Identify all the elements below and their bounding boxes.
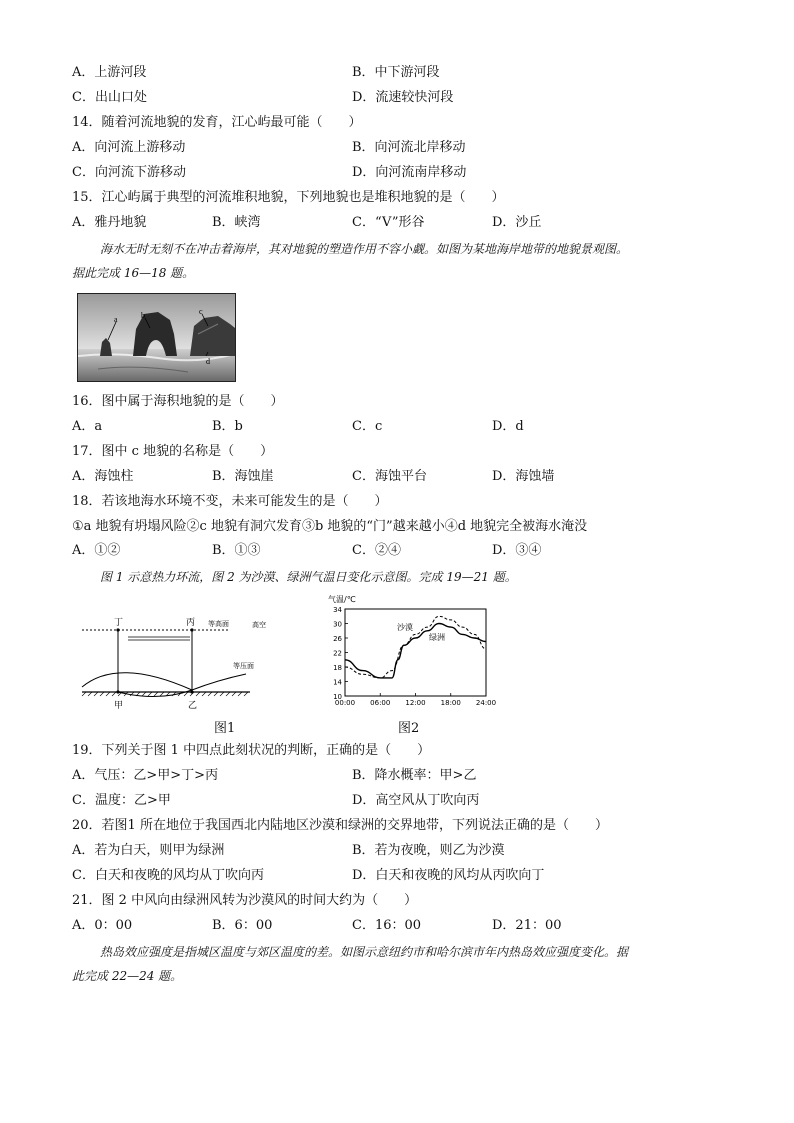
- fig1-label-isobaric: 等压面: [233, 662, 254, 670]
- fig2-ylabel: 气温/℃: [328, 595, 356, 604]
- q15-option-a: A．雅丹地貌: [72, 215, 147, 230]
- q18-stem: 18．若该地海水环境不变，未来可能发生的是（ ）: [72, 494, 388, 509]
- fig2-ytick-label: 10: [333, 693, 342, 701]
- photo-label-b: b: [141, 311, 145, 320]
- intro-16-18-line1: 海水无时无刻不在冲击着海岸，其对地貌的塑造作用不容小觑。如图为某地海岸地带的地貌景观图。: [100, 242, 629, 256]
- q20-option-b: B．若为夜晚，则乙为沙漠: [352, 843, 505, 858]
- fig1-label-bing: 丙: [186, 618, 196, 628]
- q21-option-a: A．0：00: [72, 918, 133, 933]
- q16-option-a: A．a: [72, 419, 103, 434]
- fig2-ytick-label: 26: [333, 635, 342, 643]
- q18-statements: ①a 地貌有坍塌风险②c 地貌有洞穴发育③b 地貌的“门”越来越小④d 地貌完全被海水淹没: [72, 519, 588, 534]
- q14-stem: 14．随着河流地貌的发育，江心屿最可能（ ）: [72, 115, 362, 130]
- fig2-xtick-label: 18:00: [440, 699, 461, 707]
- fig2-ytick-label: 14: [333, 678, 342, 687]
- fig2-series-label-desert: 沙漠: [397, 623, 413, 632]
- q15-stem: 15．江心屿属于典型的河流堆积地貌，下列地貌也是堆积地貌的是（ ）: [72, 190, 505, 205]
- q19-stem: 19．下列关于图 1 中四点此刻状况的判断，正确的是（ ）: [72, 743, 431, 758]
- q17-option-c: C．海蚀平台: [352, 469, 427, 484]
- fig2-plot-frame: [345, 609, 486, 696]
- fig2-series-label-oasis: 绿洲: [429, 633, 445, 642]
- intro-19-21: 图 1 示意热力环流，图 2 为沙漠、绿洲气温日变化示意图。完成 19—21 题。: [100, 570, 517, 584]
- q18-option-b: B．①③: [212, 543, 261, 558]
- fig1-label-high: 高空: [252, 621, 266, 629]
- q20-option-a: A．若为白天，则甲为绿洲: [72, 843, 225, 858]
- photo-label-d: d: [206, 357, 210, 366]
- q13-option-a: A．上游河段: [72, 65, 147, 80]
- coastal-landform-photo: [77, 293, 236, 382]
- fig1-label-isobaric-high: 等高面: [208, 620, 229, 628]
- fig2-xtick-label: 12:00: [405, 699, 426, 707]
- q20-option-c: C．白天和夜晚的风均从丁吹向丙: [72, 868, 264, 883]
- q14-option-a: A．向河流上游移动: [72, 140, 186, 155]
- coastal-photo-drawing: [78, 294, 235, 381]
- figure-2-temperature-chart: [325, 592, 500, 714]
- q20-option-d: D．白天和夜晚的风均从丙吹向丁: [352, 868, 545, 883]
- fig1-label-yi: 乙: [188, 701, 198, 711]
- intro-22-24-line2: 此完成 22—24 题。: [72, 969, 183, 983]
- q20-stem: 20．若图1 所在地位于我国西北内陆地区沙漠和绿洲的交界地带，下列说法正确的是（ ）: [72, 818, 608, 833]
- q19-option-b: B．降水概率：甲>乙: [352, 768, 477, 783]
- intro-22-24-line1: 热岛效应强度是指城区温度与郊区温度的差。如图示意纽约市和哈尔滨市年内热岛效应强度变化。据: [100, 945, 629, 959]
- q19-option-d: D．高空风从丁吹向丙: [352, 793, 480, 808]
- q16-option-c: C．c: [352, 419, 383, 434]
- figure-1-caption: 图1: [214, 721, 236, 736]
- fig2-xtick-label: 06:00: [370, 699, 391, 707]
- q17-stem: 17．图中 c 地貌的名称是（ ）: [72, 444, 274, 459]
- fig2-xtick-label: 24:00: [475, 699, 497, 707]
- q13-option-b: B．中下游河段: [352, 65, 440, 80]
- q15-option-c: C．“V”形谷: [352, 215, 425, 230]
- fig2-ytick-label: 34: [333, 606, 342, 614]
- fig2-ytick-label: 18: [333, 664, 342, 672]
- fig2-xtick-label: 00:00: [334, 699, 356, 707]
- q14-option-b: B．向河流北岸移动: [352, 140, 466, 155]
- q16-option-b: B．b: [212, 419, 243, 434]
- q13-option-c: C．出山口处: [72, 90, 147, 105]
- q19-option-c: C．温度：乙>甲: [72, 793, 171, 808]
- intro-16-18-line2: 据此完成 16—18 题。: [72, 266, 195, 280]
- q17-option-b: B．海蚀崖: [212, 469, 274, 484]
- q15-option-b: B．峡湾: [212, 215, 261, 230]
- photo-label-a: a: [114, 315, 118, 324]
- q21-stem: 21．图 2 中风向由绿洲风转为沙漠风的时间大约为（ ）: [72, 893, 418, 908]
- q21-option-b: B．6：00: [212, 918, 273, 933]
- q17-option-d: D．海蚀墙: [492, 469, 555, 484]
- q14-option-d: D．向河流南岸移动: [352, 165, 467, 180]
- fig2-series-line-desert: [345, 616, 486, 678]
- q15-option-d: D．沙丘: [492, 215, 542, 230]
- q19-option-a: A．气压：乙>甲>丁>丙: [72, 768, 219, 783]
- fig2-series-line-oasis: [345, 624, 486, 678]
- q16-stem: 16．图中属于海积地貌的是（ ）: [72, 394, 284, 409]
- q21-option-c: C．16：00: [352, 918, 422, 933]
- q21-option-d: D．21：00: [492, 918, 562, 933]
- q18-option-c: C．②④: [352, 543, 401, 558]
- q17-option-a: A．海蚀柱: [72, 469, 134, 484]
- fig2-ytick-label: 22: [333, 649, 342, 658]
- fig1-label-ding: 丁: [114, 618, 124, 628]
- photo-label-c: c: [199, 307, 203, 316]
- figure-2-caption: 图2: [398, 721, 420, 736]
- q14-option-c: C．向河流下游移动: [72, 165, 186, 180]
- q18-option-a: A．①②: [72, 543, 121, 558]
- fig2-ytick-label: 30: [333, 620, 342, 629]
- q13-option-d: D．流速较快河段: [352, 90, 454, 105]
- q16-option-d: D．d: [492, 419, 524, 434]
- fig1-label-jia: 甲: [114, 701, 124, 711]
- q18-option-d: D．③④: [492, 543, 542, 558]
- figure-1-thermal-circulation: [78, 612, 278, 712]
